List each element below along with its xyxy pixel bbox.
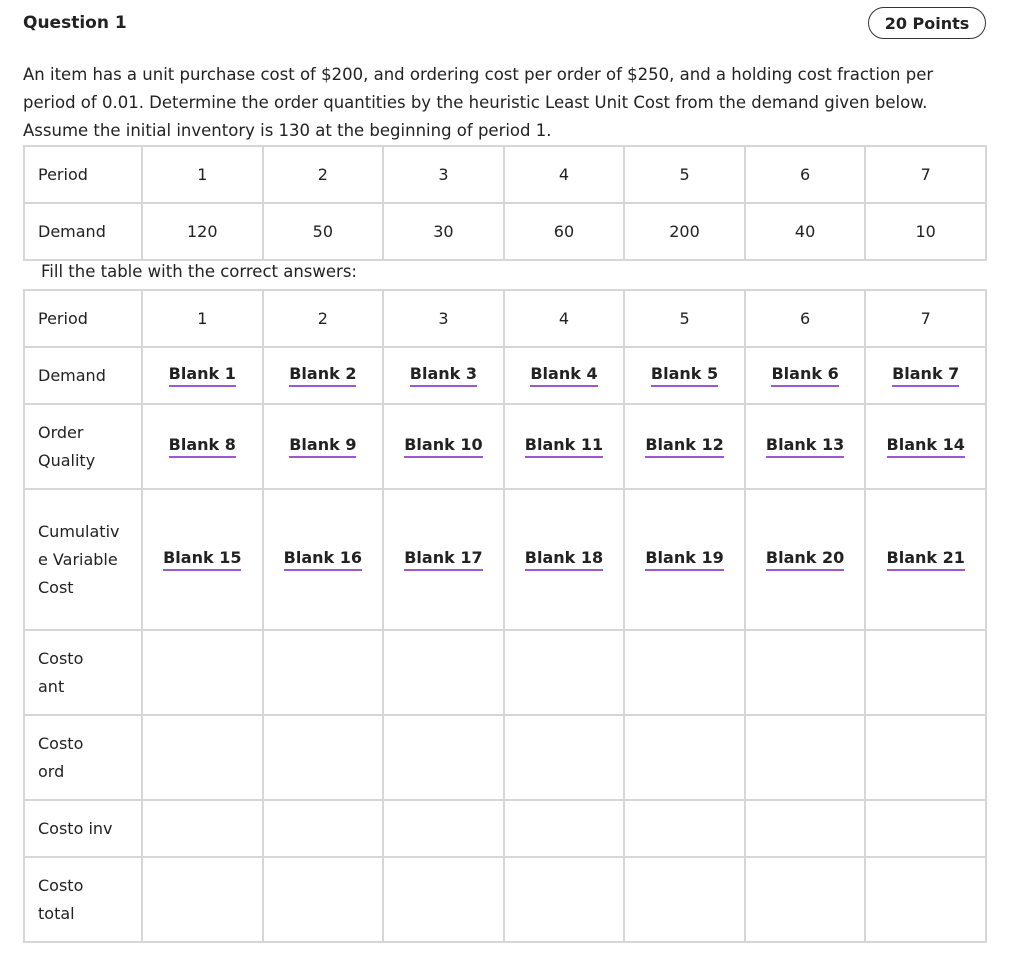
demand-cell: 10 [865,203,986,260]
answer-blank[interactable]: Blank 2 [289,364,356,387]
demand-cell: 40 [745,203,866,260]
period-label: Period [24,290,142,347]
demand-row [24,347,986,404]
demand-answer-cell [142,347,263,404]
costo-ant-row [24,630,986,715]
demand-answer-cell [263,347,384,404]
answer-blank[interactable]: Blank 19 [645,548,723,571]
question-prompt: An item has a unit purchase cost of $200, and ordering cost per order of $250, and a holding cost fraction per period of 0.01. Determine the order quantities by the heuristic Least Unit Cost from the demand given below. Assume the initial inventory is 130 at the beginning of period 1. [23,65,934,140]
period-cell: 3 [383,146,504,203]
order-answer-cell [624,404,745,489]
cumulative-cost-label: Cumulativ e Variable Cost [24,489,142,630]
answer-blank[interactable]: Blank 18 [525,548,603,571]
costo-ord-cell [263,715,384,800]
period-cell: 1 [142,290,263,347]
costo-ord-label: Costo ord [24,715,142,800]
costo-ant-cell [624,630,745,715]
period-cell: 7 [865,146,986,203]
period-cell: 4 [504,146,625,203]
period-cell: 2 [263,290,384,347]
costo-total-cell [624,857,745,942]
period-cell: 6 [745,146,866,203]
costo-ord-cell [383,715,504,800]
costo-inv-cell [504,800,625,857]
fill-instruction: Fill the table with the correct answers: [41,262,357,281]
answer-blank[interactable]: Blank 7 [892,364,959,387]
period-cell: 2 [263,146,384,203]
costo-inv-cell [745,800,866,857]
demand-cell: 50 [263,203,384,260]
costo-ant-cell [865,630,986,715]
costo-ord-row [24,715,986,800]
demand-cell: 200 [624,203,745,260]
answer-blank[interactable]: Blank 9 [289,435,356,458]
costo-ord-cell [745,715,866,800]
order-answer-cell [745,404,866,489]
period-row [24,290,986,347]
costo-ant-cell [383,630,504,715]
period-cell: 1 [142,146,263,203]
demand-label: Demand [24,203,142,260]
period-cell: 5 [624,290,745,347]
demand-answer-cell [504,347,625,404]
answer-blank[interactable]: Blank 12 [645,435,723,458]
demand-answer-cell [383,347,504,404]
answer-blank[interactable]: Blank 8 [169,435,236,458]
period-cell: 4 [504,290,625,347]
demand-row [24,203,986,260]
costo-ant-cell [263,630,384,715]
period-label: Period [24,146,142,203]
costo-inv-cell [263,800,384,857]
answer-blank[interactable]: Blank 4 [530,364,597,387]
costo-inv-cell [624,800,745,857]
demand-table [23,145,987,261]
costo-total-label: Costo total [24,857,142,942]
cumulative-answer-cell [142,489,263,630]
answer-blank[interactable]: Blank 13 [766,435,844,458]
costo-total-cell [745,857,866,942]
order-answer-cell [504,404,625,489]
order-quality-label: Order Quality [24,404,142,489]
costo-inv-cell [865,800,986,857]
demand-answer-cell [865,347,986,404]
costo-total-cell [865,857,986,942]
cumulative-answer-cell [383,489,504,630]
costo-total-row [24,857,986,942]
demand-cell: 30 [383,203,504,260]
period-cell: 7 [865,290,986,347]
order-answer-cell [865,404,986,489]
costo-total-cell [142,857,263,942]
cumulative-answer-cell [263,489,384,630]
cumulative-cost-row [24,489,986,630]
cumulative-answer-cell [745,489,866,630]
cumulative-answer-cell [865,489,986,630]
costo-ord-cell [624,715,745,800]
demand-cell: 60 [504,203,625,260]
demand-answer-cell [745,347,866,404]
costo-ant-label: Costo ant [24,630,142,715]
answer-blank[interactable]: Blank 14 [887,435,965,458]
demand-answer-cell [624,347,745,404]
order-answer-cell [383,404,504,489]
answer-blank[interactable]: Blank 20 [766,548,844,571]
costo-ant-cell [142,630,263,715]
demand-cell: 120 [142,203,263,260]
period-cell: 3 [383,290,504,347]
answer-blank[interactable]: Blank 3 [410,364,477,387]
answer-blank[interactable]: Blank 11 [525,435,603,458]
costo-total-cell [263,857,384,942]
answer-blank[interactable]: Blank 1 [169,364,236,387]
question-title: Question 1 [23,13,127,33]
answer-blank[interactable]: Blank 17 [404,548,482,571]
costo-ant-cell [745,630,866,715]
costo-total-cell [383,857,504,942]
answer-blank[interactable]: Blank 15 [163,548,241,571]
period-row [24,146,986,203]
costo-ord-cell [142,715,263,800]
demand-label: Demand [24,347,142,404]
order-answer-cell [142,404,263,489]
answer-blank[interactable]: Blank 10 [404,435,482,458]
cumulative-answer-cell [624,489,745,630]
costo-inv-row [24,800,986,857]
answer-blank[interactable]: Blank 6 [771,364,838,387]
period-cell: 5 [624,146,745,203]
cumulative-answer-cell [504,489,625,630]
costo-inv-cell [383,800,504,857]
answer-blank[interactable]: Blank 21 [887,548,965,571]
costo-ant-cell [504,630,625,715]
order-answer-cell [263,404,384,489]
costo-ord-cell [504,715,625,800]
costo-total-cell [504,857,625,942]
costo-inv-label: Costo inv [24,800,142,857]
points-badge: 20 Points [868,7,986,39]
period-cell: 6 [745,290,866,347]
costo-ord-cell [865,715,986,800]
answer-blank[interactable]: Blank 5 [651,364,718,387]
answer-blank[interactable]: Blank 16 [284,548,362,571]
order-quantity-row [24,404,986,489]
costo-inv-cell [142,800,263,857]
answer-table [23,289,987,943]
